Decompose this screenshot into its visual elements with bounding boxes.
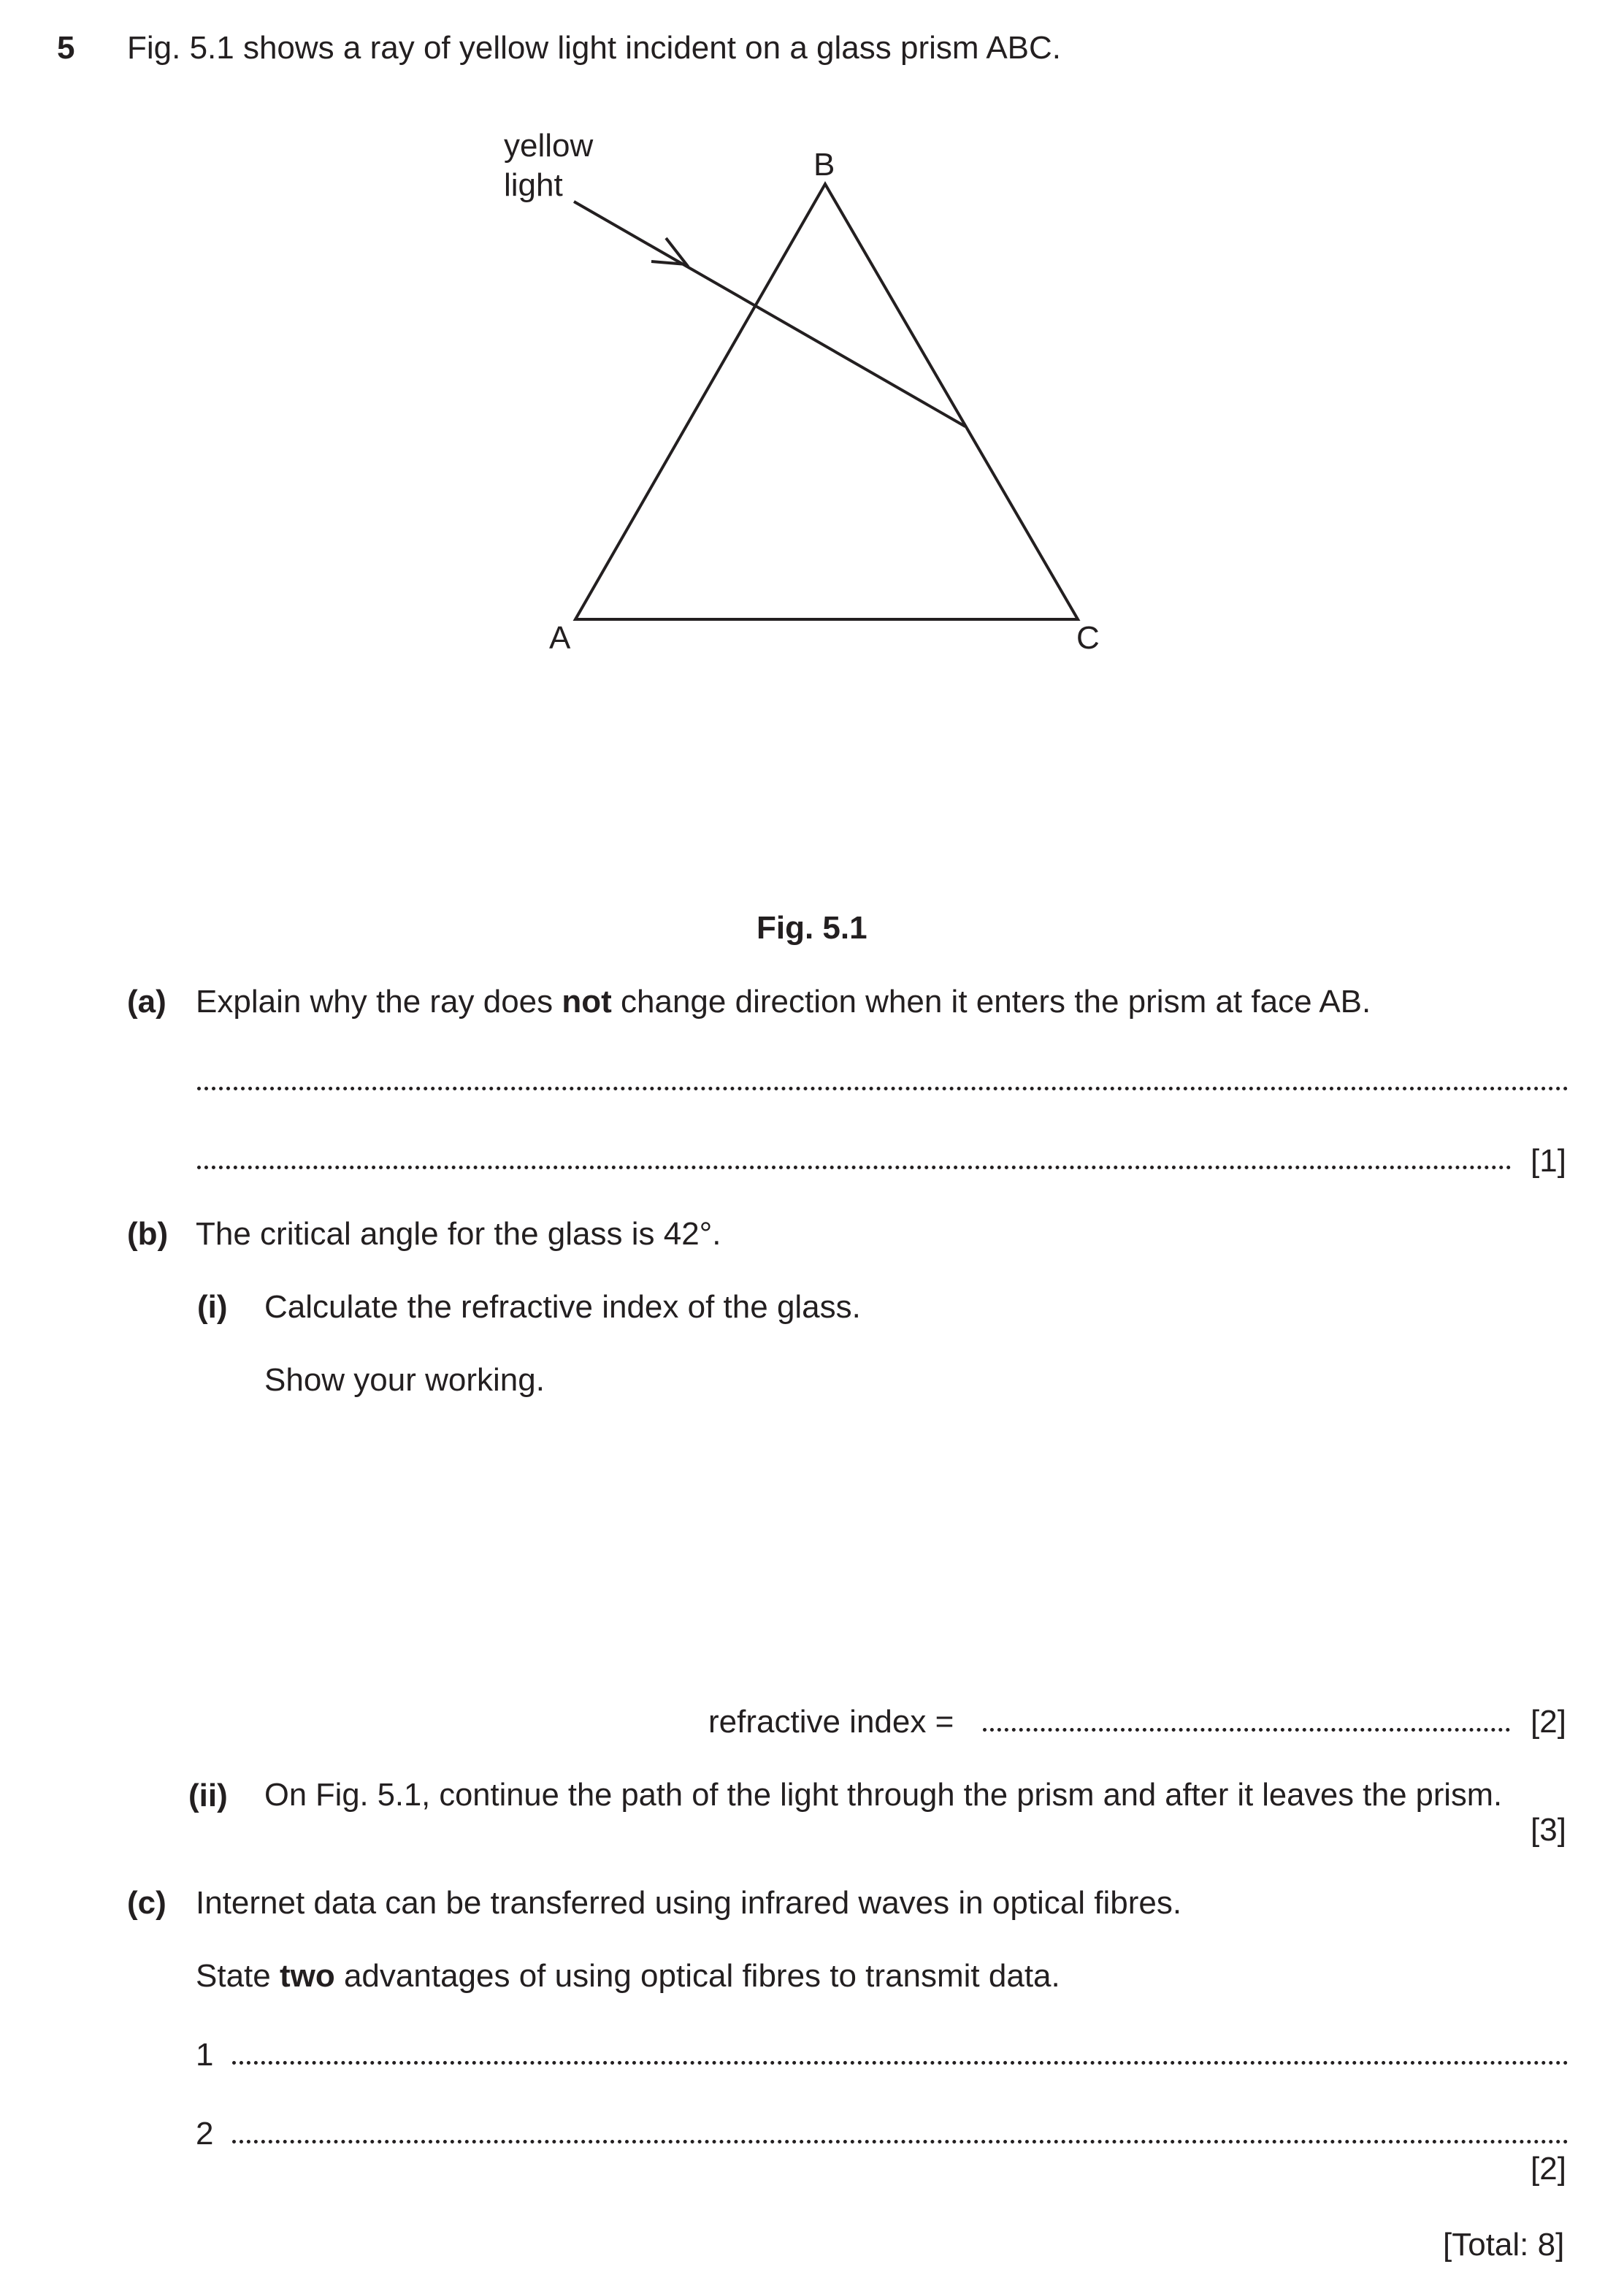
part-b-i-label: (i): [197, 1289, 228, 1325]
ray-arrow-icon: [651, 238, 686, 264]
total-marks: [Total: 8]: [1443, 2227, 1565, 2263]
question-intro: Fig. 5.1 shows a ray of yellow light incident on a glass prism ABC.: [127, 30, 1062, 66]
part-c-instruction: [196, 1960, 1060, 1992]
vertex-b-label: B: [813, 147, 835, 183]
part-b-ii-text: On Fig. 5.1, continue the path of the light through the prism and after it leaves the prism.: [264, 1778, 1503, 1813]
part-a-label: (a): [127, 984, 166, 1020]
incident-ray: [574, 202, 965, 427]
vertex-a-label: A: [549, 620, 571, 656]
part-a-text-after: change direction when it enters the prism at face AB.: [611, 984, 1371, 1020]
advantage-1-answer-line[interactable]: [232, 2061, 1569, 2065]
advantage-2-label: 2: [196, 2116, 214, 2152]
part-b-label: (b): [127, 1216, 169, 1252]
refractive-index-answer-line[interactable]: [983, 1728, 1510, 1732]
part-a-text-before: Explain why the ray does: [196, 984, 562, 1020]
question-number: 5: [57, 30, 75, 66]
ray-label-yellow: yellow: [504, 128, 594, 164]
vertex-c-label: C: [1076, 620, 1100, 656]
part-c-marks: [2]: [1531, 2151, 1566, 2187]
part-a-answer-line-1[interactable]: [197, 1087, 1569, 1090]
advantage-2-answer-line[interactable]: [232, 2140, 1569, 2144]
refractive-index-label: refractive index =: [708, 1704, 954, 1740]
part-b-i-text2: Show your working.: [264, 1362, 545, 1398]
part-a-text-bold: not: [562, 984, 612, 1020]
part-b-ii-marks: [3]: [1531, 1812, 1566, 1848]
part-a-answer-line-2[interactable]: [197, 1166, 1512, 1169]
part-b-text: The critical angle for the glass is 42°.: [196, 1216, 721, 1252]
part-c-text: Internet data can be transferred using infrared waves in optical fibres.: [196, 1885, 1182, 1921]
prism-diagram: [0, 0, 1624, 657]
part-b-i-marks: [2]: [1531, 1704, 1566, 1740]
part-b-ii-label: (ii): [188, 1778, 228, 1813]
part-c-instruction-before: State: [196, 1958, 280, 1994]
figure-caption: Fig. 5.1: [757, 910, 867, 946]
part-b-i-text: Calculate the refractive index of the glass.: [264, 1289, 861, 1325]
part-c-label: (c): [127, 1885, 166, 1921]
part-c-instruction-after: advantages of using optical fibres to transmit data.: [334, 1958, 1060, 1994]
advantage-1-label: 1: [196, 2037, 214, 2073]
part-a-marks: [1]: [1531, 1143, 1566, 1179]
part-a-question: [196, 986, 1371, 1018]
part-c-instruction-bold: two: [279, 1958, 335, 1994]
prism-abc: [575, 184, 1078, 619]
ray-label-light: light: [504, 167, 563, 203]
